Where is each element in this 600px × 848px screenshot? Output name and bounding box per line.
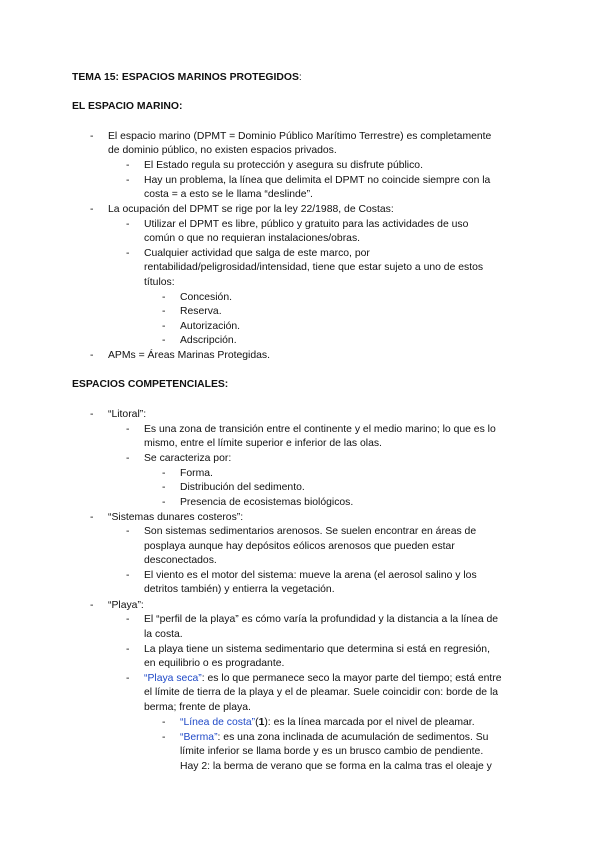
bullet-dash: - xyxy=(126,526,130,537)
bullet-dash: - xyxy=(126,219,130,230)
term-berma: “Berma” xyxy=(180,732,218,743)
text-line: Forma. xyxy=(180,468,213,479)
bullet-dash: - xyxy=(126,175,130,186)
text-line: títulos: xyxy=(144,277,175,288)
text-line: APMs = Áreas Marinas Protegidas. xyxy=(108,350,270,361)
text-line: La playa tiene un sistema sedimentario que determina si está en regresión, xyxy=(144,644,490,655)
text-line: Reserva. xyxy=(180,306,222,317)
text-line: Son sistemas sedimentarios arenosos. Se suelen encontrar en áreas de xyxy=(144,526,477,537)
text-line: Hay un problema, la línea que delimita el DPMT no coincide siempre con la xyxy=(144,175,491,186)
bullet-dash: - xyxy=(162,321,166,332)
text-line: Concesión. xyxy=(180,292,232,303)
bullet-dash: - xyxy=(162,717,166,728)
bullet-dash: - xyxy=(90,600,94,611)
text-line: en equilibrio o es progradante. xyxy=(144,658,285,669)
text-line: el límite de tierra de la playa y el de pleamar. Suele coincidir con: borde de la xyxy=(144,687,499,698)
text-line: “Sistemas dunares costeros”: xyxy=(108,512,244,523)
bullet-dash: - xyxy=(126,248,130,259)
text-line: Se caracteriza por: xyxy=(144,453,232,464)
text-line: “Playa”: xyxy=(108,600,144,611)
text-line: Utilizar el DPMT es libre, público y gratuito para las actividades de uso xyxy=(144,219,469,230)
text-line: “Berma”: es una zona inclinada de acumulación de sedimentos. Su xyxy=(180,732,489,743)
text-line: de dominio público, no existen espacios privados. xyxy=(108,145,337,156)
text-line: “Litoral”: xyxy=(108,409,147,420)
reference-number: 1 xyxy=(258,717,265,728)
bullet-dash: - xyxy=(162,292,166,303)
bullet-dash: - xyxy=(126,160,130,171)
text-line: común o que no requieran instalaciones/obras. xyxy=(144,233,361,244)
section-heading-espacios-competenciales: ESPACIOS COMPETENCIALES: xyxy=(72,379,229,390)
bullet-dash: - xyxy=(126,644,130,655)
text-line: posplaya aunque hay depósitos eólicos arenosos que pueden estar xyxy=(144,541,455,552)
bullet-dash: - xyxy=(162,468,166,479)
text-line: berma; frente de playa. xyxy=(144,702,251,713)
bullet-dash: - xyxy=(126,424,130,435)
text-line: límite inferior se llama borde y es un brusco cambio de pendiente. xyxy=(180,746,484,757)
text-line: El Estado regula su protección y asegura su disfrute público. xyxy=(144,160,423,171)
bullet-dash: - xyxy=(162,306,166,317)
term-linea-de-costa: “Línea de costa” xyxy=(180,717,256,728)
text-line: Hay 2: la berma de verano que se forma en la calma tras el oleaje y xyxy=(180,761,492,772)
bullet-dash: - xyxy=(90,204,94,215)
bullet-dash: - xyxy=(90,131,94,142)
bullet-dash: - xyxy=(162,335,166,346)
text-line: Cualquier actividad que salga de este marco, por xyxy=(144,248,370,259)
text-line: El viento es el motor del sistema: mueve la arena (el aerosol salino y los xyxy=(144,570,477,581)
bullet-dash: - xyxy=(162,482,166,493)
text-line: desconectados. xyxy=(144,555,217,566)
bullet-dash: - xyxy=(162,497,166,508)
text-line: Adscripción. xyxy=(180,335,237,346)
bullet-dash: - xyxy=(90,512,94,523)
bullet-dash: - xyxy=(162,732,166,743)
text-line: La ocupación del DPMT se rige por la ley 22/1988, de Costas: xyxy=(108,204,394,215)
text-line: “Línea de costa”(1): es la línea marcada por el nivel de pleamar. xyxy=(180,717,475,728)
text-line: la costa. xyxy=(144,629,183,640)
text-line: rentabilidad/peligrosidad/intensidad, tiene que estar sujeto a uno de estos xyxy=(144,262,484,273)
bullet-dash: - xyxy=(126,453,130,464)
document-title: TEMA 15: ESPACIOS MARINOS PROTEGIDOS: xyxy=(72,72,302,83)
bullet-dash: - xyxy=(90,409,94,420)
text-line: “Playa seca”: es lo que permanece seco la mayor parte del tiempo; está entre xyxy=(144,673,502,684)
section-heading-espacio-marino: EL ESPACIO MARINO: xyxy=(72,101,183,112)
text-line: Autorización. xyxy=(180,321,241,332)
bullet-dash: - xyxy=(90,350,94,361)
text-line: costa = a esto se le llama “deslinde”. xyxy=(144,189,313,200)
text-line: detritos también) y entierra la vegetación. xyxy=(144,584,335,595)
bullet-dash: - xyxy=(126,614,130,625)
text-line: Presencia de ecosistemas biológicos. xyxy=(180,497,354,508)
term-playa-seca: “Playa seca” xyxy=(144,673,202,684)
bullet-dash: - xyxy=(126,673,130,684)
text-line: mismo, entre el límite superior e inferior de las olas. xyxy=(144,438,382,449)
text-line: Distribución del sedimento. xyxy=(180,482,305,493)
text-line: Es una zona de transición entre el continente y el medio marino; lo que es lo xyxy=(144,424,496,435)
bullet-dash: - xyxy=(126,570,130,581)
text-line: El espacio marino (DPMT = Dominio Público Marítimo Terrestre) es completamente xyxy=(108,131,492,142)
text-line: El “perfil de la playa” es cómo varía la profundidad y la distancia a la línea de xyxy=(144,614,499,625)
